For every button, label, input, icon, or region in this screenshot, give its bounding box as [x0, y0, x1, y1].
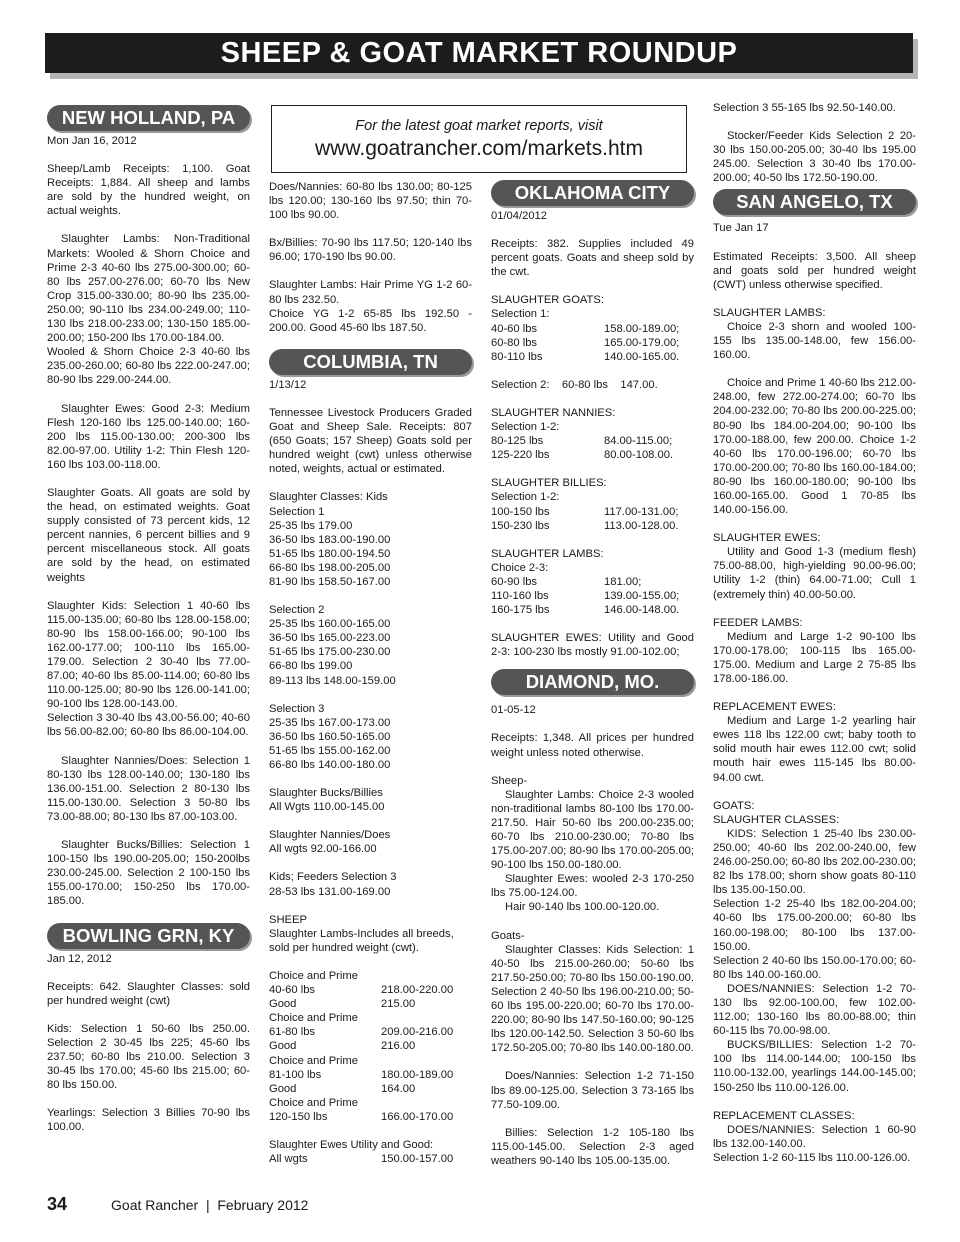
report-paragraph: Hair 90-140 lbs 100.00-120.00.: [505, 901, 660, 914]
subheading: Goats-: [491, 929, 525, 942]
report-date: 01-05-12: [491, 704, 536, 717]
table-row: All wgts 150.00-157.00: [269, 1153, 454, 1166]
section-heading-new-holland: NEW HOLLAND, PA: [47, 105, 250, 131]
subheading: Selection 1:: [491, 308, 550, 321]
report-paragraph: Utility and Good 1-3 (medium flesh) 75.00-88.00, high-yielding 90.00-96.00; Utility 1-2 (thin) 64.00-71.00; Cull 1 (extremely thin) 40.00-50.00.: [713, 546, 916, 601]
report-paragraph: Stocker/Feeder Kids Selection 2 20-30 lbs 150.00-205.00; 30-40 lbs 195.00 245.00. Selection 3 30-40 lbs 170.00-200.00; 40-50 lbs 172.50-190.00.: [713, 130, 916, 185]
report-paragraph: Medium and Large 1-2 90-100 lbs 170.00-178.00; 100-115 lbs 165.00-175.00. Medium and Large 2 75-85 lbs 178.00-186.00.: [713, 630, 916, 685]
table-row: 40-60 lbs 218.00-220.00: [269, 984, 454, 997]
table-row: 40-60 lbs 158.00-189.00;: [491, 322, 680, 335]
report-paragraph: Choice YG 1-2 65-85 lbs 192.50 - 200.00. Good 45-60 lbs 187.50.: [269, 307, 472, 334]
report-paragraph: Billies: Selection 1-2 105-180 lbs 115.00-145.00. Selection 2-3 aged weathers 90-140 lbs 105.00-135.00.: [491, 1126, 694, 1167]
section-heading-bowling-green: BOWLING GRN, KY: [47, 923, 250, 949]
report-paragraph: Slaughter Ewes: wooled 2-3 170-250 lbs 75.00-124.00.: [491, 873, 694, 900]
table-row: Good 215.00: [269, 998, 416, 1011]
section-heading-san-angelo: SAN ANGELO, TX: [713, 189, 916, 215]
table-row: Choice and Prime: [269, 969, 358, 982]
report-paragraph: Yearlings: Selection 3 Billies 70-90 lbs 100.00.: [47, 1107, 250, 1134]
report-paragraph: DOES/NANNIES: Selection 1 60-90 lbs 132.00-140.00.: [713, 1123, 916, 1150]
report-date: Mon Jan 16, 2012: [47, 135, 137, 147]
subheading: SLAUGHTER EWES:: [713, 532, 821, 545]
table-row: Choice and Prime: [269, 1054, 358, 1067]
report-date: Jan 12, 2012: [47, 952, 112, 965]
report-paragraph: Kids: Selection 1 50-60 lbs 250.00. Selection 2 30-45 lbs 225; 45-60 lbs 237.50; 60-80 lbs 210.00. Selection 3 30-45 lbs 170.00; 45-60 lbs 215.00; 60-80 lbs 150.00.: [47, 1022, 250, 1092]
subheading: REPLACEMENT EWES:: [713, 701, 836, 714]
report-paragraph: Selection 3 30-40 lbs 43.00-56.00; 40-60 lbs 56.00-82.00; 60-80 lbs 86.00-104.00.: [47, 712, 250, 739]
report-paragraph: Tennessee Livestock Producers Graded Goat and Sheep Sale. Receipts: 807 (650 Goats; 157 Sheep) Goats sold per hundred weight (cwt) unless otherwise noted, weights, actual or estimated.: [269, 406, 472, 476]
report-paragraph: BUCKS/BILLIES: Selection 1-2 70-100 lbs 114.00-144.00; 100-150 lbs 110.00-132.00, yearlings 144.00-145.00; 150-250 lbs 110.00-126.00.: [713, 1039, 916, 1094]
report-paragraph: Receipts: 1,348. All prices per hundred weight unless noted otherwise.: [491, 732, 694, 759]
table-row: 100-150 lbs 117.00-131.00;: [491, 505, 679, 518]
column-4: [713, 101, 916, 1165]
section-heading-oklahoma-city: OKLAHOMA CITY: [491, 180, 694, 206]
table-row: 80-125 lbs 84.00-115.00;: [491, 435, 673, 448]
report-paragraph: Receipts: 642. Slaughter Classes: sold per hundred weight (cwt): [47, 980, 250, 1007]
report-paragraph: Does/Nannies: 60-80 lbs 130.00; 80-125 lbs 120.00; 130-160 lbs 97.50; thin 70-100 lbs 90.00.: [269, 181, 472, 222]
report-paragraph: DOES/NANNIES: Selection 1-2 70-130 lbs 92.00-100.00, few 102.00-112.00; 130-160 lbs 80.00-88.00; thin 60-115 lbs 70.00-98.00.: [713, 982, 916, 1038]
report-paragraph: Does/Nannies: Selection 1-2 71-150 lbs 89.00-125.00. Selection 3 73-165 lbs 77.50-109.00.: [491, 1070, 694, 1111]
price-list-kids-sel1: Slaughter Classes: Kids Selection 1 25-35 lbs 179.00 36-50 lbs 183.00-190.00 51-65 lbs 180.00-194.50 66-80 lbs 198.00-205.00 81-90 lbs 158.50-167.00: [269, 491, 391, 588]
subheading: SLAUGHTER LAMBS:: [713, 306, 826, 319]
report-paragraph: Selection 1-2 25-40 lbs 182.00-204.00; 40-60 lbs 175.00-200.00; 60-80 lbs 160.00-198.00; 80-100 lbs 137.00-150.00.: [713, 898, 916, 953]
report-paragraph: Bx/Billies: 70-90 lbs 117.50; 120-140 lbs 96.00; 170-190 lbs 90.00.: [269, 237, 472, 264]
section-heading-diamond: DIAMOND, MO.: [491, 669, 694, 695]
table-row: 60-80 lbs 165.00-179.00;: [491, 336, 680, 349]
subheading: SLAUGHTER LAMBS:: [491, 547, 604, 560]
table-row: Choice and Prime: [269, 1012, 358, 1025]
subheading: FEEDER LAMBS:: [713, 616, 803, 629]
report-paragraph: Selection 3 55-165 lbs 92.50-140.00.: [713, 102, 896, 114]
table-row: 81-100 lbs 180.00-189.00: [269, 1068, 454, 1081]
page-number: 34: [47, 1194, 68, 1214]
subheading: SLAUGHTER BILLIES:: [491, 477, 607, 490]
subheading: REPLACEMENT CLASSES:: [713, 1109, 855, 1122]
subheading: Selection 1-2:: [491, 421, 560, 434]
column-1: [47, 105, 250, 1148]
table-row: 160-175 lbs 146.00-148.00.: [491, 604, 680, 617]
price-list-kids-sel2: Selection 2 25-35 lbs 160.00-165.00 36-50 lbs 165.00-223.00 51-65 lbs 175.00-230.00 66-80 lbs 199.00 89-113 lbs 148.00-159.00: [269, 604, 396, 687]
promo-url-link[interactable]: www.goatrancher.com/markets.htm: [315, 137, 643, 160]
table-row: 60-90 lbs 181.00;: [491, 575, 642, 588]
report-line: Selection 2: 60-80 lbs 147.00.: [491, 378, 658, 391]
page-banner: [45, 33, 913, 73]
report-paragraph: Slaughter Ewes: Good 2-3: Medium Flesh 120-160 lbs 125.00-140.00; 160-200 lbs 115.00-130.00; 200-300 lbs 82.00-97.00. Utility 1-2: Thin Flesh 120-160 lbs 103.00-118.00.: [47, 402, 250, 471]
report-paragraph: Slaughter Nannies/Does: Selection 1 80-130 lbs 128.00-140.00; 130-180 lbs 136.00-151.00. Selection 2 80-130 lbs 115.00-130.00. Selection 3 50-80 lbs 73.00-88.00; 80-130 lbs 87.00-103.00.: [47, 754, 250, 823]
report-paragraph: Choice 2-3 shorn and wooled 100-155 lbs 135.00-148.00, few 156.00-160.00.: [713, 320, 916, 362]
report-paragraph: Choice and Prime 1 40-60 lbs 212.00-248.00, few 272.00-274.00; 60-70 lbs 204.00-232.00; 70-80 lbs 200.00-225.00; 80-90 lbs 184.00-204.00; 90-100 lbs 170.00-188.00, few 200.00. Choice 1-2 40-60 lbs 170.00-196.00; 60-70 lbs 170.00-200.00; 70-80 lbs 160.00-184.00; 80-90 lbs 160.00-180.00; 90-100 lbs 160.00-165.00. Good 1 70-85 lbs 140.00-156.00.: [713, 377, 916, 517]
price-table-goats: [491, 322, 694, 364]
report-paragraph: Sheep/Lamb Receipts: 1,100. Goat Receipts: 1,884. All sheep and lambs are sold by the hundred weight, on actual weights.: [47, 163, 250, 218]
banner-title: SHEEP & GOAT MARKET ROUNDUP: [220, 36, 738, 69]
subheading: GOATS:: [713, 799, 755, 812]
report-paragraph: Wooled & Shorn Choice 2-3 40-60 lbs 235.00-260.00; 60-80 lbs 222.00-247.00; 80-90 lbs 229.00-244.00.: [47, 346, 250, 387]
publication-info: Goat Rancher | February 2012: [111, 1197, 309, 1213]
price-list-bucks: Slaughter Bucks/Billies All Wgts 110.00-145.00: [269, 787, 385, 814]
report-paragraph: SLAUGHTER EWES: Utility and Good 2-3: 100-230 lbs mostly 91.00-102.00;: [491, 632, 694, 659]
promo-text: For the latest goat market reports, visit: [355, 118, 603, 134]
sheep-heading: SHEEP: [269, 913, 307, 926]
table-row: 61-80 lbs 209.00-216.00: [269, 1026, 454, 1039]
price-table-billies: [491, 505, 694, 533]
table-row: Choice and Prime: [269, 1096, 358, 1109]
report-paragraph: Slaughter Bucks/Billies: Selection 1 100-150 lbs 190.00-205.00; 150-200lbs 230.00-245.00. Selection 2 100-150 lbs 155.00-170.00; 150-250 lbs 170.00-185.00.: [47, 839, 250, 908]
report-date: 1/13/12: [269, 378, 307, 391]
table-row: 120-150 lbs 166.00-170.00: [269, 1110, 454, 1123]
report-date: Tue Jan 17: [713, 222, 769, 235]
report-paragraph: Selection 1-2 60-115 lbs 110.00-126.00.: [713, 1151, 911, 1164]
price-list-nannies: Slaughter Nannies/Does All wgts 92.00-166.00: [269, 829, 391, 856]
subheading: Selection 1-2:: [491, 491, 560, 504]
subheading: SLAUGHTER CLASSES:: [713, 813, 840, 826]
report-paragraph: Slaughter Lambs: Hair Prime YG 1-2 60-80 lbs 232.50.: [269, 279, 472, 306]
table-row: Good 216.00: [269, 1040, 416, 1053]
report-paragraph: Slaughter Goats. All goats are sold by the head, on estimated weights. Goat supply consisted of 73 percent kids, 12 percent nannies, 6 percent billies and 9 percent miscellaneous stock. All goats are sold by the head, on estimated weights: [47, 486, 250, 584]
column-3: [491, 180, 694, 1182]
price-list-feeders: Kids; Feeders Selection 3 28-53 lbs 131.00-169.00: [269, 871, 397, 898]
report-paragraph: Slaughter Classes: Kids Selection: 1 40-50 lbs 215.00-260.00; 50-60 lbs 217.50-250.00; 70-80 lbs 150.00-190.00. Selection 2 40-50 lbs 196.00-210.00; 50-60 lbs 195.00-220.00; 60-70 lbs 170.00-220.00; 80-90 lbs 147.50-160.00; 90-125 lbs 120.00-142.50. Selection 3 50-60 lbs 172.50-205.00; 70-80 lbs 140.00-180.00.: [491, 943, 694, 1055]
report-paragraph: Slaughter Lambs: Choice 2-3 wooled non-traditional lambs 80-100 lbs 170.00-217.50. Hair 50-60 lbs 200.00-235.00; 60-70 lbs 210.00-230.00; 70-80 lbs 175.00-207.00; 80-90 lbs 170.00-205.00; 90-100 lbs 150.00-180.00.: [491, 788, 694, 872]
report-paragraph: Slaughter Lambs: Non-Traditional Markets: Wooled & Shorn Choice and Prime 2-3 40-60 lbs 275.00-300.00; 60-80 lbs 257.00-276.00; 60-70 lbs New Crop 315.00-330.00; 80-90 lbs 235.00-250.00; 90-110 lbs 234.00-249.00; 110-130 lbs 218.00-233.00; 130-150 185.00-200.00; 150-200 lbs 170.00-184.00.: [47, 233, 250, 345]
subheading: SLAUGHTER NANNIES:: [491, 406, 616, 419]
subheading: SLAUGHTER GOATS:: [491, 294, 604, 307]
price-list-kids-sel3: Selection 3 25-35 lbs 167.00-173.00 36-50 lbs 160.50-165.00 51-65 lbs 155.00-162.00 66-80 lbs 140.00-180.00: [269, 702, 391, 771]
price-table-lambs: [269, 969, 472, 1124]
subheading: Sheep-: [491, 774, 528, 787]
report-paragraph: KIDS: Selection 1 25-40 lbs 230.00-250.00; 40-60 lbs 202.00-240.00, few 246.00-250.00; 60-80 lbs 202.00-230.00; 82 lbs 178.00; shorn show goats 80-110 lbs 135.00-150.00.: [713, 827, 916, 897]
table-row: 150-230 lbs 113.00-128.00.: [491, 519, 679, 532]
table-row: 80-110 lbs 140.00-165.00.: [491, 350, 680, 363]
section-heading-columbia: COLUMBIA, TN: [269, 349, 472, 375]
column-2: [269, 180, 472, 1166]
price-table-nannies: [491, 434, 694, 462]
table-row: 110-160 lbs 139.00-155.00;: [491, 589, 680, 602]
promo-box: [271, 105, 687, 173]
page-footer: [47, 1194, 308, 1215]
report-date: 01/04/2012: [491, 210, 547, 222]
table-row: Good 164.00: [269, 1082, 416, 1095]
report-paragraph: Slaughter Kids: Selection 1 40-60 lbs 115.00-135.00; 60-80 lbs 128.00-158.00; 80-90 lbs 158.00-166.00; 90-100 lbs 162.00-177.00; 100-110 lbs 165.00-179.00. Selection 2 30-40 lbs 77.00-87.00; 40-60 lbs 85.00-114.00; 60-80 lbs 110.00-125.00; 80-90 lbs 126.00-141.00; 90-100 lbs 128.00-143.00.: [47, 599, 250, 711]
report-paragraph: Receipts: 382. Supplies included 49 percent goats. Goats and sheep sold by the cwt.: [491, 238, 694, 279]
report-paragraph: Slaughter Lambs-Includes all breeds, sold per hundred weight (cwt).: [269, 927, 454, 954]
price-table-lambs: [491, 575, 694, 617]
report-paragraph: Selection 2 40-60 lbs 150.00-170.00; 60-80 lbs 140.00-160.00.: [713, 954, 916, 981]
report-paragraph: Medium and Large 1-2 yearling hair ewes 118 lbs 122.00 cwt; baby tooth to solid mouth hair ewes 112.00 cwt; solid mouth hair ewes 115-145 lbs 80.00-94.00 cwt.: [713, 715, 916, 784]
table-row: 125-220 lbs 80.00-108.00.: [491, 449, 674, 462]
ewes-heading: Slaughter Ewes Utility and Good:: [269, 1138, 434, 1151]
report-paragraph: Estimated Receipts: 3,500. All sheep and goats sold per hundred weight (CWT) unless otherwise specified.: [713, 250, 916, 291]
subheading: Choice 2-3:: [491, 561, 549, 574]
